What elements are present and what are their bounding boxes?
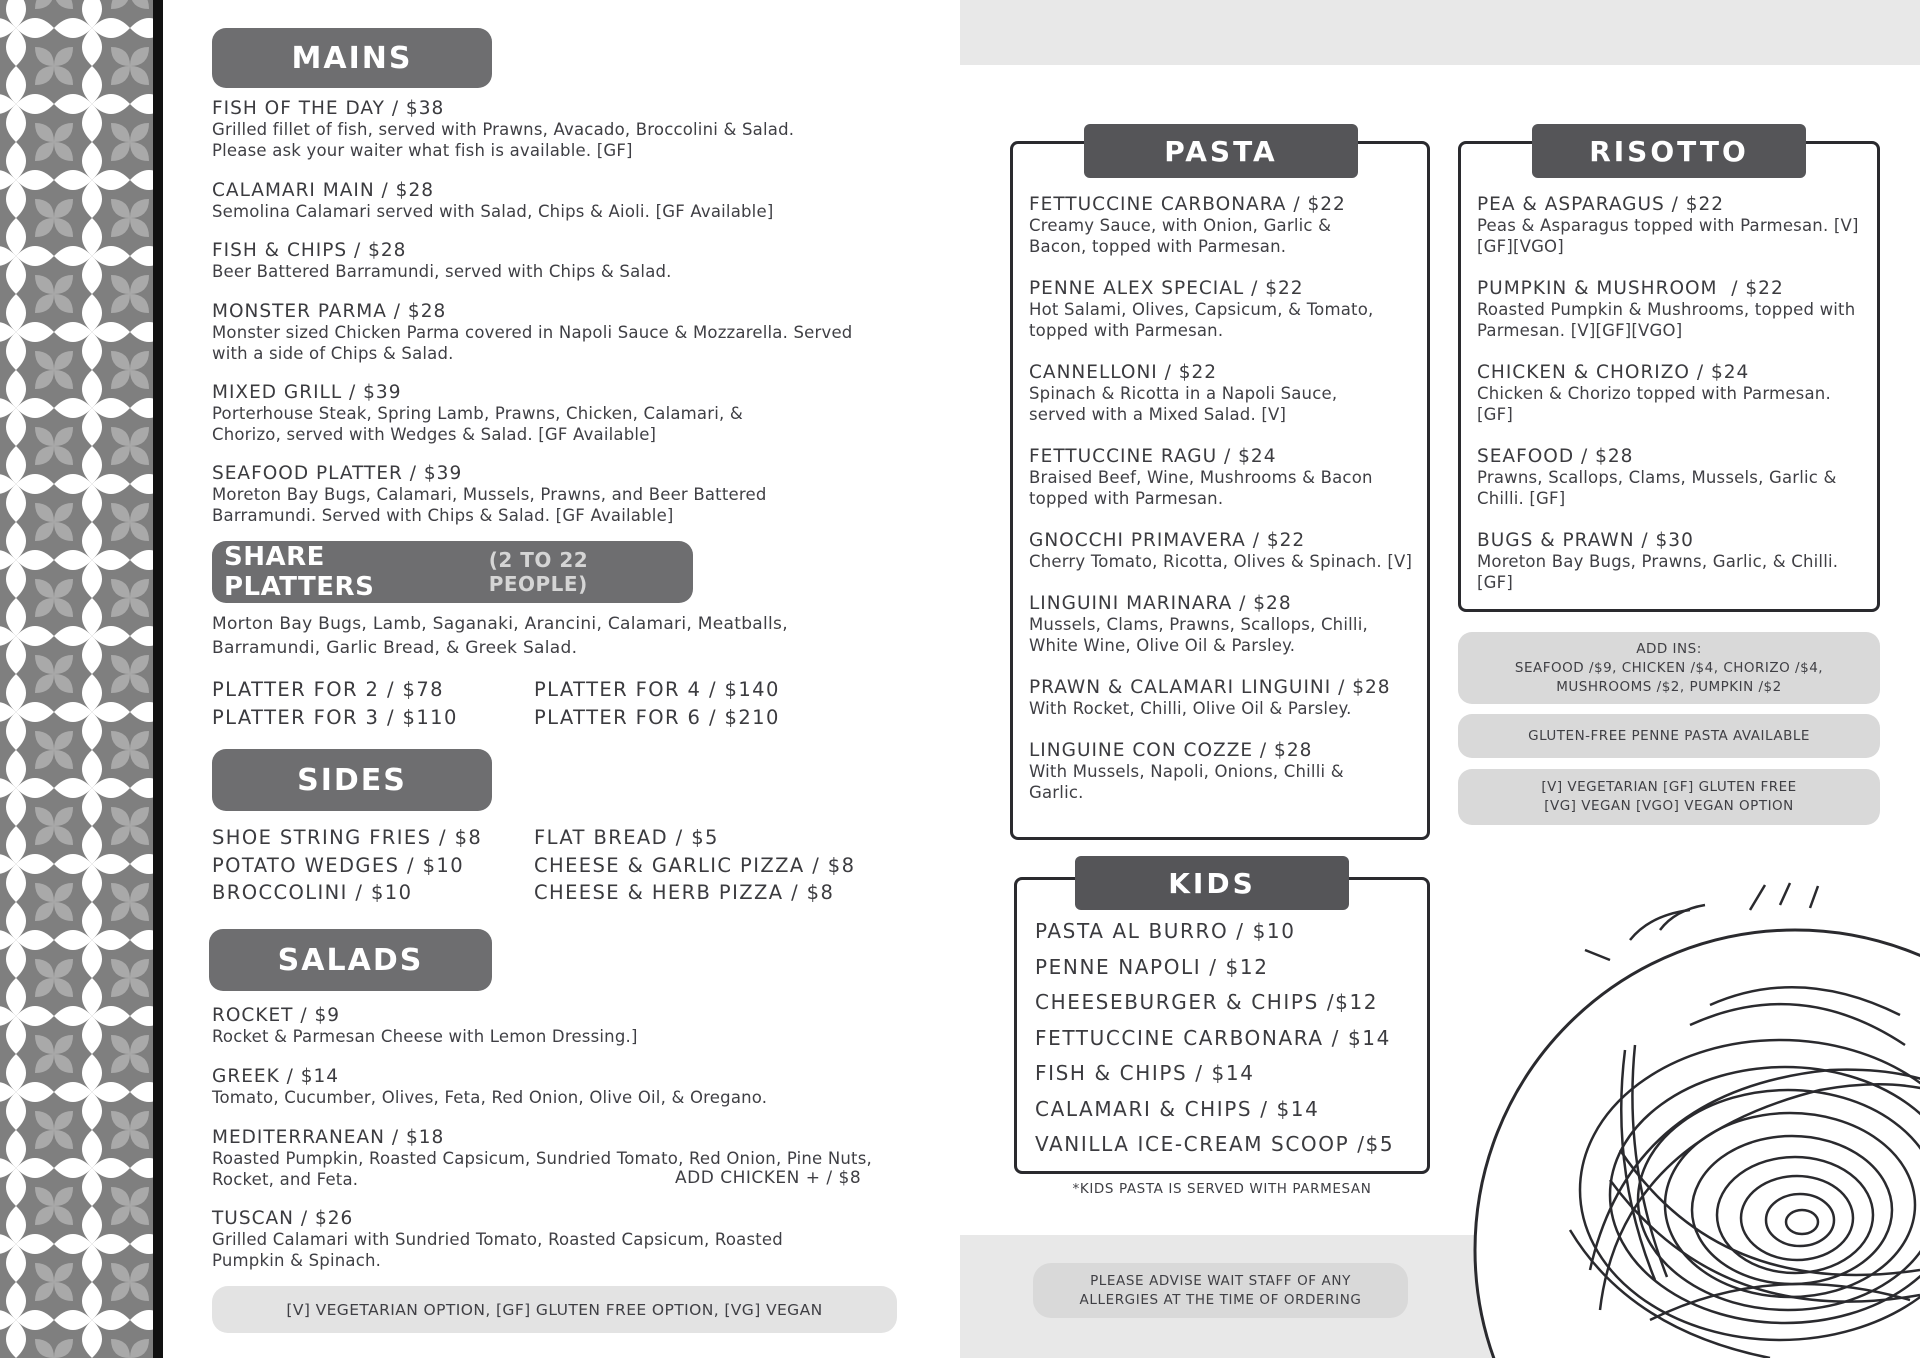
menu-item xyxy=(1029,593,1419,656)
menu-item xyxy=(1029,677,1424,720)
item-name: GNOCCHI PRIMAVERA / $22 xyxy=(1029,530,1306,551)
legend-line: [V] VEGETARIAN [GF] GLUTEN FREE xyxy=(1541,779,1797,795)
menu-item xyxy=(212,463,912,526)
item-name: PUMPKIN & MUSHROOM / $22 xyxy=(1477,278,1784,299)
item-name: GREEK / $14 xyxy=(212,1066,340,1087)
item-name: ROCKET / $9 xyxy=(212,1005,340,1026)
kids-list xyxy=(1035,914,1425,1163)
item-desc: Beer Battered Barramundi, served with Chips & Salad. xyxy=(212,262,672,281)
item-desc: Peas & Asparagus topped with Parmesan. [V][GF][VGO] xyxy=(1477,216,1859,256)
menu-item xyxy=(212,240,912,283)
sides-heading: SIDES xyxy=(212,749,492,811)
item-name: MONSTER PARMA / $28 xyxy=(212,301,447,322)
item-name: MIXED GRILL / $39 xyxy=(212,382,402,403)
dietary-legend: [V] VEGETARIAN OPTION, [GF] GLUTEN FREE OPTION, [VG] VEGAN xyxy=(212,1286,897,1333)
item-name: PRAWN & CALAMARI LINGUINI / $28 xyxy=(1029,677,1391,698)
menu-item xyxy=(212,382,912,445)
platter-option: PLATTER FOR 4 / $140 xyxy=(534,678,780,701)
item-desc: Roasted Pumpkin & Mushrooms, topped with Parmesan. [V][GF][VGO] xyxy=(1477,300,1856,340)
tile-pattern-svg xyxy=(0,0,153,1358)
item-desc: Moreton Bay Bugs, Calamari, Mussels, Prawns, and Beer Battered Barramundi. Served with Chips & Salad. [GF Available] xyxy=(212,485,767,525)
legend-line: [VG] VEGAN [VGO] VEGAN OPTION xyxy=(1544,798,1794,814)
kids-item: CALAMARI & CHIPS / $14 xyxy=(1035,1096,1320,1121)
menu-item xyxy=(1029,740,1419,803)
add-chicken-note: ADD CHICKEN + / $8 xyxy=(675,1168,862,1188)
kids-item: FISH & CHIPS / $14 xyxy=(1035,1061,1255,1085)
item-desc: Prawns, Scallops, Clams, Mussels, Garlic & Chilli. [GF] xyxy=(1477,468,1837,508)
menu-item xyxy=(1029,278,1419,341)
side-item: SHOE STRING FRIES / $8 xyxy=(212,826,483,849)
kids-item: CHEESEBURGER & CHIPS /$12 xyxy=(1035,990,1379,1014)
add-ins-title: ADD INS: xyxy=(1636,640,1702,657)
item-name: FISH & CHIPS / $28 xyxy=(212,240,407,261)
menu-item xyxy=(212,301,912,364)
item-desc: Mussels, Clams, Prawns, Scallops, Chilli, White Wine, Olive Oil & Parsley. xyxy=(1029,615,1368,655)
menu-item xyxy=(1477,362,1877,425)
item-name: CALAMARI MAIN / $28 xyxy=(212,180,434,201)
menu-item xyxy=(212,180,912,223)
item-name: SEAFOOD PLATTER / $39 xyxy=(212,463,463,484)
allergy-line: PLEASE ADVISE WAIT STAFF OF ANY xyxy=(1090,1272,1351,1289)
menu-item xyxy=(1477,278,1877,341)
gluten-free-note: GLUTEN-FREE PENNE PASTA AVAILABLE xyxy=(1458,714,1880,758)
item-desc: Grilled fillet of fish, served with Prawns, Avacado, Broccolini & Salad. Please ask your waiter what fish is available. [GF] xyxy=(212,120,795,160)
platter-option: PLATTER FOR 2 / $78 xyxy=(212,678,444,701)
share-desc: Morton Bay Bugs, Lamb, Saganaki, Arancini, Calamari, Meatballs, Barramundi, Garlic Bread, & Greek Salad. xyxy=(212,614,788,658)
item-name: MEDITERRANEAN / $18 xyxy=(212,1127,445,1148)
item-desc: Porterhouse Steak, Spring Lamb, Prawns, Chicken, Calamari, & Chorizo, served with Wedges & Salad. [GF Available] xyxy=(212,404,743,444)
item-desc: Moreton Bay Bugs, Prawns, Garlic, & Chilli. [GF] xyxy=(1477,552,1839,592)
menu-item xyxy=(1029,194,1419,257)
menu-item xyxy=(1029,362,1419,425)
platter-option: PLATTER FOR 6 / $210 xyxy=(534,705,780,729)
item-desc: Tomato, Cucumber, Olives, Feta, Red Onion, Olive Oil, & Oregano. xyxy=(212,1088,768,1107)
menu-item xyxy=(1477,446,1877,509)
menu-item xyxy=(212,1208,912,1271)
pattern-divider xyxy=(153,0,163,1358)
kids-item: PENNE NAPOLI / $12 xyxy=(1035,954,1269,979)
menu-item xyxy=(1477,194,1877,257)
item-desc: Semolina Calamari served with Salad, Chips & Aioli. [GF Available] xyxy=(212,202,774,221)
top-band xyxy=(960,0,1920,65)
item-name: PEA & ASPARAGUS / $22 xyxy=(1477,194,1725,215)
item-desc: Hot Salami, Olives, Capsicum, & Tomato, topped with Parmesan. xyxy=(1029,300,1374,340)
item-name: PENNE ALEX SPECIAL / $22 xyxy=(1029,278,1304,299)
item-desc: Creamy Sauce, with Onion, Garlic & Bacon, topped with Parmesan. xyxy=(1029,216,1332,256)
item-name: CHICKEN & CHORIZO / $24 xyxy=(1477,362,1750,383)
item-name: CANNELLONI / $22 xyxy=(1029,362,1218,383)
right-page xyxy=(960,0,1920,1358)
item-desc: With Mussels, Napoli, Onions, Chilli & Garlic. xyxy=(1029,762,1344,802)
item-name: SEAFOOD / $28 xyxy=(1477,446,1634,467)
item-desc: Braised Beef, Wine, Mushrooms & Bacon topped with Parmesan. xyxy=(1029,468,1373,508)
menu-item xyxy=(212,1005,912,1048)
platter-options xyxy=(212,676,932,731)
kids-note: *KIDS PASTA IS SERVED WITH PARMESAN xyxy=(1072,1181,1372,1197)
risotto-heading: RISOTTO xyxy=(1532,124,1806,178)
side-item: CHEESE & HERB PIZZA / $8 xyxy=(534,881,835,904)
left-page xyxy=(163,0,960,1358)
item-name: LINGUINE CON COZZE / $28 xyxy=(1029,740,1313,761)
item-name: LINGUINI MARINARA / $28 xyxy=(1029,593,1292,614)
pasta-heading: PASTA xyxy=(1084,124,1358,178)
platter-option: PLATTER FOR 3 / $110 xyxy=(212,705,458,729)
kids-heading: KIDS xyxy=(1075,856,1349,910)
menu-item xyxy=(1029,446,1419,509)
allergy-line: ALLERGIES AT THE TIME OF ORDERING xyxy=(1079,1291,1362,1308)
item-name: BUGS & PRAWN / $30 xyxy=(1477,530,1694,551)
add-ins-line: SEAFOOD /$9, CHICKEN /$4, CHORIZO /$4, xyxy=(1514,659,1824,676)
spaghetti-illustration xyxy=(1450,850,1920,1358)
item-desc: Chicken & Chorizo topped with Parmesan. [GF] xyxy=(1477,384,1831,424)
mains-heading: MAINS xyxy=(212,28,492,88)
side-item: FLAT BREAD / $5 xyxy=(534,826,719,849)
share-platters-heading xyxy=(212,541,693,603)
add-ins-note xyxy=(1458,632,1880,704)
salads-heading: SALADS xyxy=(209,929,492,991)
item-name: FETTUCCINE RAGU / $24 xyxy=(1029,446,1277,467)
item-desc: Grilled Calamari with Sundried Tomato, Roasted Capsicum, Roasted Pumpkin & Spinach. xyxy=(212,1230,783,1270)
menu-item xyxy=(1029,530,1419,573)
share-subtitle: (2 TO 22 PEOPLE) xyxy=(488,548,589,596)
menu-item xyxy=(1477,530,1877,593)
add-ins-line: MUSHROOMS /$2, PUMPKIN /$2 xyxy=(1556,678,1782,695)
item-desc: Rocket & Parmesan Cheese with Lemon Dressing.] xyxy=(212,1027,638,1046)
item-desc: Monster sized Chicken Parma covered in Napoli Sauce & Mozzarella. Served with a side of Chips & Salad. xyxy=(212,323,853,363)
item-desc: With Rocket, Chilli, Olive Oil & Parsley. xyxy=(1029,699,1352,718)
sides-list xyxy=(212,824,932,907)
item-name: FETTUCCINE CARBONARA / $22 xyxy=(1029,194,1346,215)
dietary-legend-right xyxy=(1458,769,1880,825)
side-item: POTATO WEDGES / $10 xyxy=(212,853,465,877)
share-title: SHARE PLATTERS xyxy=(224,542,375,602)
kids-item: FETTUCCINE CARBONARA / $14 xyxy=(1035,1025,1391,1050)
side-item: CHEESE & GARLIC PIZZA / $8 xyxy=(534,853,856,877)
kids-item: VANILLA ICE-CREAM SCOOP /$5 xyxy=(1035,1132,1395,1156)
allergy-note xyxy=(1033,1263,1408,1318)
item-desc: Spinach & Ricotta in a Napoli Sauce, served with a Mixed Salad. [V] xyxy=(1029,384,1338,424)
tile-pattern xyxy=(0,0,153,1358)
item-name: TUSCAN / $26 xyxy=(212,1208,354,1229)
menu-item xyxy=(212,1066,912,1109)
item-desc: Roasted Pumpkin, Roasted Capsicum, Sundried Tomato, Red Onion, Pine Nuts, Rocket, and Feta. xyxy=(212,1149,872,1189)
item-name: FISH OF THE DAY / $38 xyxy=(212,98,445,119)
item-desc: Cherry Tomato, Ricotta, Olives & Spinach. [V] xyxy=(1029,552,1413,571)
kids-item: PASTA AL BURRO / $10 xyxy=(1035,919,1296,943)
side-item: BROCCOLINI / $10 xyxy=(212,881,413,904)
menu-item xyxy=(212,98,912,161)
